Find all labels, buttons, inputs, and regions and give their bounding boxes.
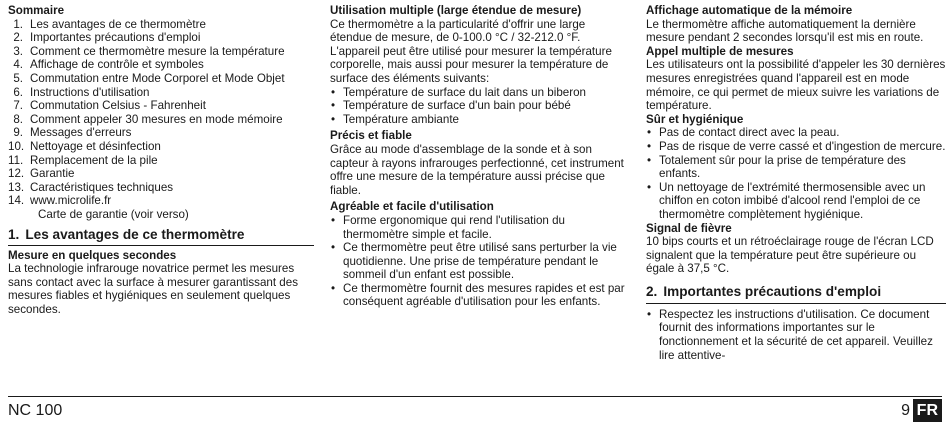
section-2-heading: 2. Importantes précautions d'emploi — [646, 284, 946, 304]
toc-item: 12. Garantie — [8, 167, 75, 181]
toc-item: 2. Importantes précautions d'emploi — [13, 31, 201, 45]
toc-item: 1. Les avantages de ce thermomètre — [13, 17, 206, 31]
toc-item: 7. Commutation Celsius - Fahrenheit — [13, 99, 206, 113]
list-item: • Ce thermomètre peut être utilisé sans perturber la vie quotidienne. Une prise de température pendant le sommeil d'un enfant est possible. — [330, 241, 630, 282]
bullet-list-precautions — [646, 308, 946, 362]
list-item: • Température ambiante — [330, 113, 630, 127]
list-item: • Température de surface du lait dans un biberon — [330, 86, 630, 100]
list-item: • Totalement sûr pour la prise de température des enfants. — [646, 154, 946, 181]
subheading-easy-use: Agréable et facile d'utilisation — [330, 200, 494, 214]
bullet-list-easy-use — [330, 214, 630, 309]
subheading-fever-signal: Signal de fièvre — [646, 221, 732, 235]
toc-item: 4. Affichage de contrôle et symboles — [13, 58, 204, 72]
footer-model: NC 100 — [8, 402, 63, 419]
subheading-auto-memory: Affichage automatique de la mémoire — [646, 4, 853, 17]
section-1-heading: 1. Les avantages de ce thermomètre — [8, 227, 314, 246]
paragraph-multiple-use: Ce thermomètre a la particularité d'offrir une large étendue de mesure, de 0-100.0 °C / 32-212.0 °F. L'appareil peut être utilisé pour mesurer la température corporelle, mais aussi pour mesurer la température de surface des éléments suivants: — [330, 17, 612, 85]
toc-item: 3. Comment ce thermomètre mesure la température — [13, 44, 285, 58]
page-number: 9 — [901, 402, 910, 419]
toc-item: 11. Remplacement de la pile — [8, 153, 158, 167]
language-badge: FR — [913, 399, 942, 422]
table-of-contents — [8, 18, 314, 222]
list-item: • Pas de risque de verre cassé et d'ingestion de mercure. — [646, 140, 946, 154]
subheading-measure-seconds: Mesure en quelques secondes — [8, 248, 177, 262]
toc-item: 5. Commutation entre Mode Corporel et Mode Objet — [13, 71, 285, 85]
toc-item: 10. Nettoyage et désinfection — [8, 139, 161, 153]
paragraph-multiple-recall: Les utilisateurs ont la possibilité d'appeler les 30 dernières mesures enregistrées quand l'appareil est en mode mémoire, ce qui permet de mieux suivre les variations de température. — [646, 58, 946, 113]
toc-warranty-card: Carte de garantie (voir verso) — [38, 207, 189, 221]
list-item: • Température de surface d'un bain pour bébé — [330, 99, 630, 113]
footer-divider — [8, 396, 942, 397]
list-item: • Ce thermomètre fournit des mesures rapides et est par conséquent agréable d'utilisation pour les enfants. — [330, 282, 630, 309]
toc-item: 8. Comment appeler 30 mesures en mode mémoire — [13, 112, 283, 126]
column-3 — [646, 4, 946, 362]
column-2 — [330, 4, 630, 309]
subheading-precise-reliable: Précis et fiable — [330, 129, 412, 143]
paragraph-auto-memory: Le thermomètre affiche automatiquement la dernière mesure pendant 2 secondes lorsqu'il est mis en route. — [646, 17, 924, 45]
list-item: • Forme ergonomique qui rend l'utilisation du thermomètre simple et facile. — [330, 214, 630, 241]
bullet-list-multiple-use — [330, 86, 630, 127]
list-item: • Respectez les instructions d'utilisation. Ce document fournit des informations importantes sur le fonctionnement et la sécurité de cet appareil. Veuillez lire attentive- — [646, 308, 946, 362]
toc-title: Sommaire — [8, 4, 65, 17]
subheading-multiple-recall: Appel multiple de mesures — [646, 44, 794, 58]
subheading-multiple-use: Utilisation multiple (large étendue de mesure) — [330, 4, 582, 17]
paragraph-fever-signal: 10 bips courts et un rétroéclairage rouge de l'écran LCD signalent que la température peut être supérieure ou égale à 37,5 °C. — [646, 235, 934, 276]
toc-item: 9. Messages d'erreurs — [13, 126, 132, 140]
toc-item: 6. Instructions d'utilisation — [13, 85, 150, 99]
bullet-list-safe-hygienic — [646, 126, 946, 221]
toc-item: 13. Caractéristiques techniques — [8, 180, 174, 194]
paragraph-measure-seconds: La technologie infrarouge novatrice permet les mesures sans contact avec la surface à mesurer garantissant des mesures fiables et hygiéniques en seulement quelques secondes. — [8, 262, 298, 316]
column-1 — [8, 4, 314, 316]
list-item: • Un nettoyage de l'extrémité thermosensible avec un chiffon en coton imbibé d'alcool rend l'emploi de ce thermomètre complètement hygiénique. — [646, 181, 946, 222]
paragraph-precise-reliable: Grâce au mode d'assemblage de la sonde et à son capteur à rayons infrarouges perfectionné, cet instrument offre une mesure de la température aussi précise que fiable. — [330, 142, 624, 197]
subheading-safe-hygienic: Sûr et hygiénique — [646, 112, 744, 126]
toc-item: 14. www.microlife.fr — [8, 194, 112, 208]
list-item: • Pas de contact direct avec la peau. — [646, 126, 946, 140]
